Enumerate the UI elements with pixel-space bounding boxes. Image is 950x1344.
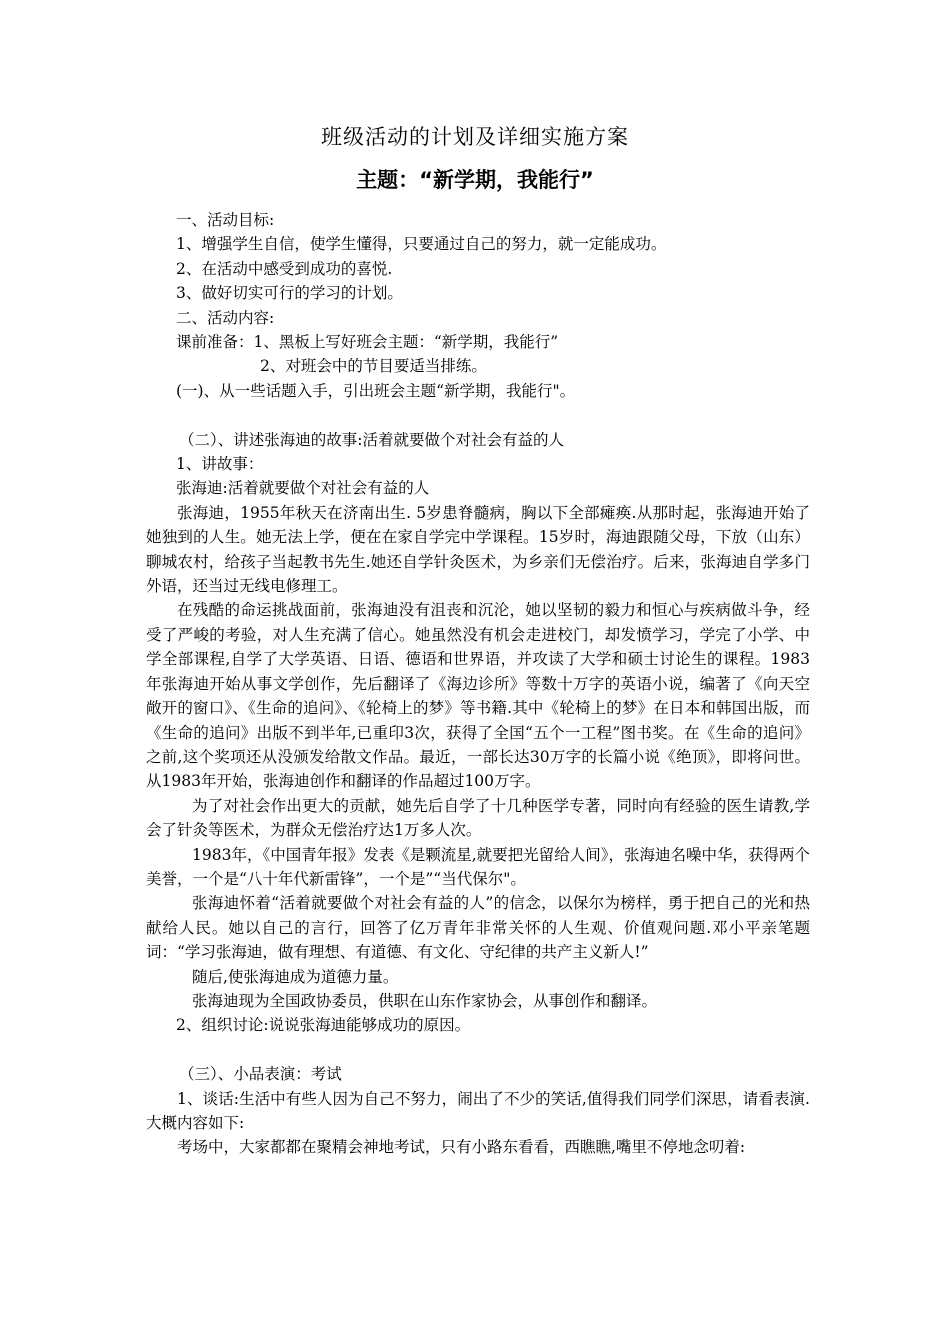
- text-line: 张海迪现为全国政协委员，供职在山东作家协会，从事创作和翻译。: [192, 991, 658, 1010]
- paragraph: 1、谈话:生活中有些人因为自己不努力，闹出了不少的笑话,值得我们同学们深思，请看表演.大概内容如下:: [146, 1089, 810, 1132]
- text-line: 张海迪:活着就要做个对社会有益的人: [176, 479, 430, 498]
- section-heading: （三）、小品表演：考试: [179, 1065, 342, 1084]
- text-line: 随后,使张海迪成为道德力量。: [192, 967, 399, 986]
- paragraph: 张海迪怀着“活着就要做个对社会有益的人”的信念，以保尔为榜样，勇于把自己的光和热献给人民。她以自己的言行，回答了亿万青年非常关怀的人生观、价值观问题.邓小平亲笔题词：“学习张海迪，做有理想、有道德、有文化、守纪律的共产主义新人!”: [146, 894, 810, 962]
- blank-line: [146, 1038, 810, 1062]
- text-line: 课前准备：1、黑板上写好班会主题：“新学期，我能行”: [176, 333, 559, 352]
- paragraph: 考场中，大家都都在聚精会神地考试，只有小路东看看，西瞧瞧,嘴里不停地念叨着:: [177, 1138, 746, 1157]
- blank-line: [146, 403, 810, 427]
- paragraph: 张海迪，1955年秋天在济南出生. 5岁患脊髓病，胸以下全部瘫痪.从那时起，张海迪开始了她独到的人生。她无法上学，便在在家自学完中学课程。15岁时，海迪跟随父母，下放（山东）聊城农村，给孩子当起教书先生.她还自学针灸医术，为乡亲们无偿治疗。后来，张海迪自学多门外语，还当过无线电修理工。: [146, 503, 810, 596]
- document-subtitle: 主题：“新学期，我能行”: [356, 168, 594, 192]
- paragraph: 在残酷的命运挑战面前，张海迪没有沮丧和沉沦，她以坚韧的毅力和恒心与疾病做斗争，经受了严峻的考验，对人生充满了信心。她虽然没有机会走进校门，却发愤学习，学完了小学、中学全部课程,自学了大学英语、日语、德语和世界语，并攻读了大学和硕士讨论生的课程。1983年张海迪开始从事文学创作，先后翻译了《海边诊所》等数十万字的英语小说，编著了《向天空敞开的窗口》、《生命的追问》、《轮椅上的梦》等书籍.其中《轮椅上的梦》在日本和韩国出版，而《生命的追问》出版不到半年,已重印3次，获得了全国“五个一工程”图书奖。在《生命的追问》之前,这个奖项还从没颁发给散文作品。最近，一部长达30万字的长篇小说《绝顶》，即将问世。从1983年开始，张海迪创作和翻译的作品超过100万字。: [146, 601, 810, 791]
- text-line: (一)、从一些话题入手，引出班会主题“新学期，我能行"。: [176, 381, 576, 400]
- text-line: 1、讲故事：: [176, 455, 264, 474]
- text-line: 2、组织讨论:说说张海迪能够成功的原因。: [176, 1016, 471, 1035]
- document-title: 班级活动的计划及详细实施方案: [321, 125, 629, 149]
- paragraph: 1983年，《中国青年报》发表《是颗流星,就要把光留给人间》，张海迪名噪中华，获得两个美誉，一个是“八十年代新雷锋”，一个是”“当代保尔"。: [146, 845, 810, 888]
- section-heading: （二）、讲述张海迪的故事:活着就要做个对社会有益的人: [179, 430, 564, 449]
- text-line: 2、在活动中感受到成功的喜悦.: [176, 259, 393, 278]
- document-body: [146, 208, 810, 1160]
- text-line: 1、增强学生自信，使学生懂得，只要通过自己的努力，就一定能成功。: [176, 235, 667, 254]
- text-line: 3、做好切实可行的学习的计划。: [176, 284, 403, 303]
- section-heading: 二、活动内容:: [176, 308, 275, 327]
- paragraph: 为了对社会作出更大的贡献，她先后自学了十几种医学专著，同时向有经验的医生请教,学会了针灸等医术，为群众无偿治疗达1万多人次。: [146, 796, 810, 840]
- text-line: 2、对班会中的节目要适当排练。: [260, 357, 487, 376]
- section-heading: 一、活动目标:: [176, 211, 275, 229]
